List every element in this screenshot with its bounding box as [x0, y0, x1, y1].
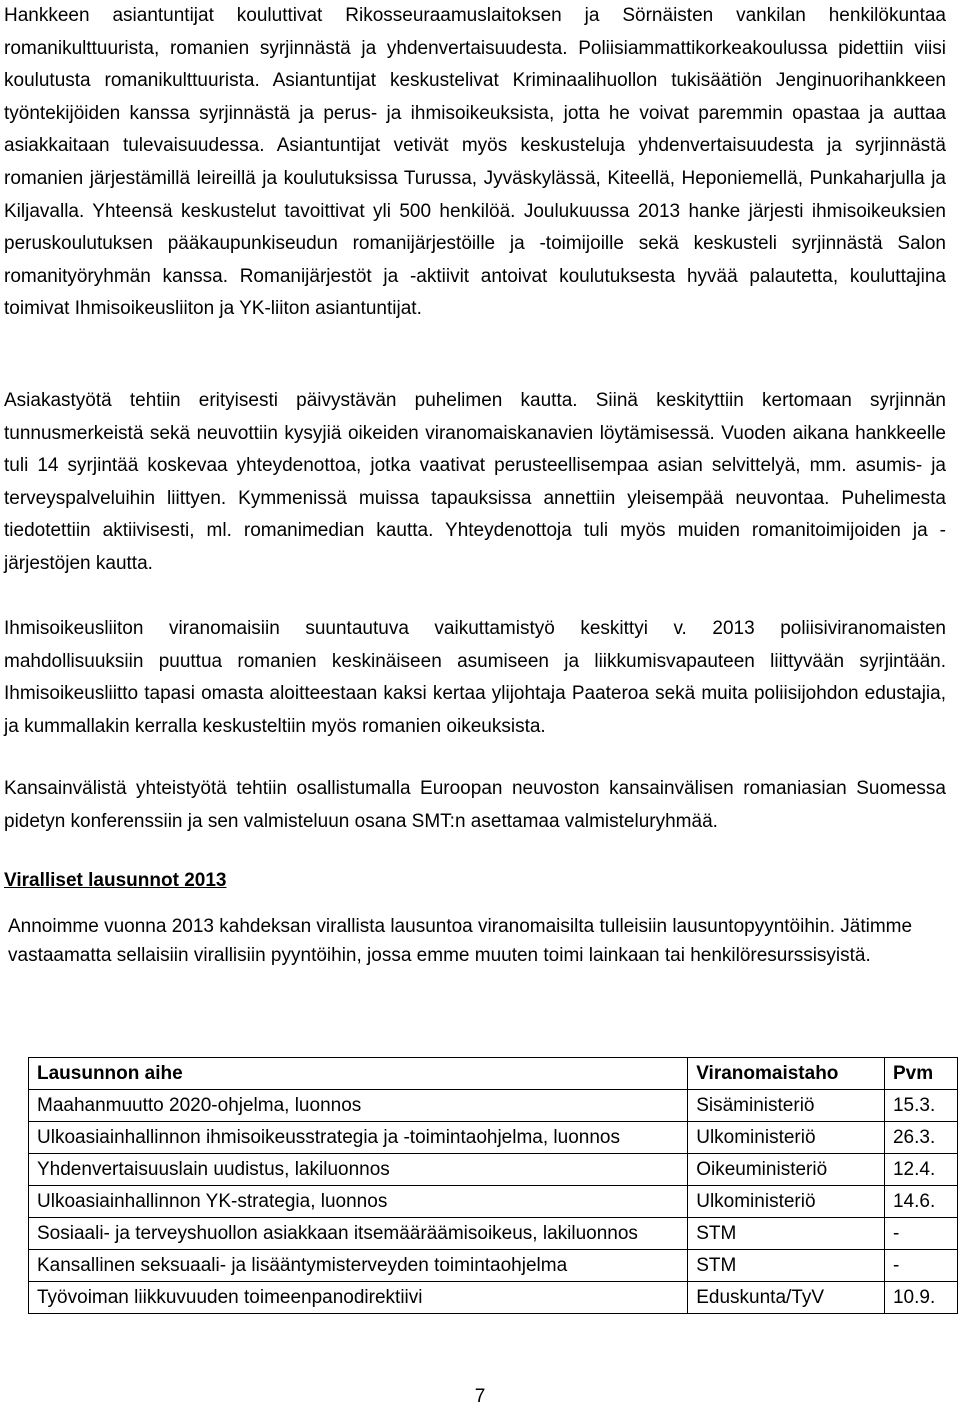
- cell-topic: Yhdenvertaisuuslain uudistus, lakiluonnos: [29, 1154, 688, 1186]
- table-row: [29, 1154, 958, 1186]
- cell-date: -: [884, 1250, 957, 1282]
- cell-authority: Sisäministeriö: [688, 1090, 885, 1122]
- cell-date: 10.9.: [884, 1282, 957, 1314]
- table-row: [29, 1250, 958, 1282]
- cell-topic: Kansallinen seksuaali- ja lisääntymisterveyden toimintaohjelma: [29, 1250, 688, 1282]
- paragraph-training: Hankkeen asiantuntijat kouluttivat Rikosseuraamuslaitoksen ja Sörnäisten vankilan henkilökuntaa romanikulttuurista, romanien syrjinnästä ja yhdenvertaisuudesta. Poliisiammattikorkeakoulussa pidettiin viisi koulutusta romanikulttuurista. Asiantuntijat keskustelivat Kriminaalihuollon tukisäätiön Jenginuorihankkeen työntekijöiden kanssa syrjinnästä ja perus- ja ihmisoikeuksista, jotta he voivat paremmin opastaa ja auttaa asiakkaitaan tulevaisuudessa. Asiantuntijat vetivät myös keskusteluja yhdenvertaisuudesta ja syrjinnästä romanien järjestämillä leireillä ja koulutuksissa Turussa, Jyväskylässä, Kiteellä, Heponiemellä, Punkaharjulla ja Kiljavalla. Yhteensä keskustelut tavoittivat yli 500 henkilöä. Joulukuussa 2013 hanke järjesti ihmisoikeuksien peruskoulutuksen pääkaupunkiseudun romanijärjestöille ja -toimijoille sekä keskusteli syrjinnästä Salon romanityöryhmän kanssa. Romanijärjestöt ja -aktiivit antoivat koulutuksesta hyvää palautetta, kouluttajina toimivat Ihmisoikeusliiton ja YK-liiton asiantuntijat.: [4, 5, 946, 320]
- column-header-authority: Viranomaistaho: [688, 1058, 885, 1090]
- cell-topic: Sosiaali- ja terveyshuollon asiakkaan itsemääräämisoikeus, lakiluonnos: [29, 1218, 688, 1250]
- page-number: 7: [474, 1386, 486, 1407]
- table-header-row: [29, 1058, 958, 1090]
- table-row: [29, 1122, 958, 1154]
- cell-date: 12.4.: [884, 1154, 957, 1186]
- cell-authority: Oikeuministeriö: [688, 1154, 885, 1186]
- cell-authority: STM: [688, 1250, 885, 1282]
- column-header-topic: Lausunnon aihe: [29, 1058, 688, 1090]
- paragraph-advocacy: Ihmisoikeusliiton viranomaisiin suuntautuva vaikuttamistyö keskittyi v. 2013 poliisiviranomaisten mahdollisuuksiin puuttua romanien keskinäiseen asumiseen ja liikkumisvapauteen liittyvään syrjintään. Ihmisoikeusliitto tapasi omasta aloitteestaan kaksi kertaa ylijohtaja Paateroa sekä muita poliisijohdon edustajia, ja kummallakin kerralla keskusteltiin myös romanien oikeuksista.: [4, 618, 946, 737]
- cell-date: 26.3.: [884, 1122, 957, 1154]
- paragraph-client-work: Asiakastyötä tehtiin erityisesti päivystävän puhelimen kautta. Siinä keskityttiin kertomaan syrjinnän tunnusmerkeistä sekä neuvottiin kysyjiä oikeiden viranomaiskanavien löytämisessä. Vuoden aikana hankkeelle tuli 14 syrjintää koskevaa yhteydenottoa, jotka vaativat perusteellisempaa asian selvittelyä, mm. asumis- ja terveyspalveluihin liittyen. Kymmenissä muissa tapauksissa annettiin yleisempää neuvontaa. Puhelimesta tiedotettiin aktiivisesti, ml. romanimedian kautta. Yhteydenottoja tuli myös muiden romanitoimijoiden ja -järjestöjen kautta.: [4, 390, 946, 574]
- paragraph-statements: Annoimme vuonna 2013 kahdeksan virallista lausuntoa viranomaisilta tulleisiin lausuntopyyntöihin. Jätimme vastaamatta sellaisiin virallisiin pyyntöihin, jossa emme muuten toimi lainkaan tai henkilöresurssisyistä.: [8, 916, 913, 966]
- cell-authority: Eduskunta/TyV: [688, 1282, 885, 1314]
- table-row: [29, 1282, 958, 1314]
- cell-topic: Maahanmuutto 2020-ohjelma, luonnos: [29, 1090, 688, 1122]
- table-row: [29, 1090, 958, 1122]
- cell-authority: Ulkoministeriö: [688, 1122, 885, 1154]
- column-header-date: Pvm: [884, 1058, 957, 1090]
- cell-topic: Työvoiman liikkuvuuden toimeenpanodirektiivi: [29, 1282, 688, 1314]
- cell-date: -: [884, 1218, 957, 1250]
- table-row: [29, 1218, 958, 1250]
- cell-date: 14.6.: [884, 1186, 957, 1218]
- section-heading: Viralliset lausunnot 2013: [4, 870, 227, 891]
- cell-topic: Ulkoasiainhallinnon ihmisoikeusstrategia ja -toimintaohjelma, luonnos: [29, 1122, 688, 1154]
- cell-topic: Ulkoasiainhallinnon YK-strategia, luonnos: [29, 1186, 688, 1218]
- paragraph-international: Kansainvälistä yhteistyötä tehtiin osallistumalla Euroopan neuvoston kansainvälisen romaniasian Suomessa pidetyn konferenssiin ja sen valmisteluun osana SMT:n asettamaa valmisteluryhmää.: [4, 778, 946, 832]
- cell-authority: Ulkoministeriö: [688, 1186, 885, 1218]
- cell-date: 15.3.: [884, 1090, 957, 1122]
- table-row: [29, 1186, 958, 1218]
- cell-authority: STM: [688, 1218, 885, 1250]
- statements-table: [28, 1057, 958, 1314]
